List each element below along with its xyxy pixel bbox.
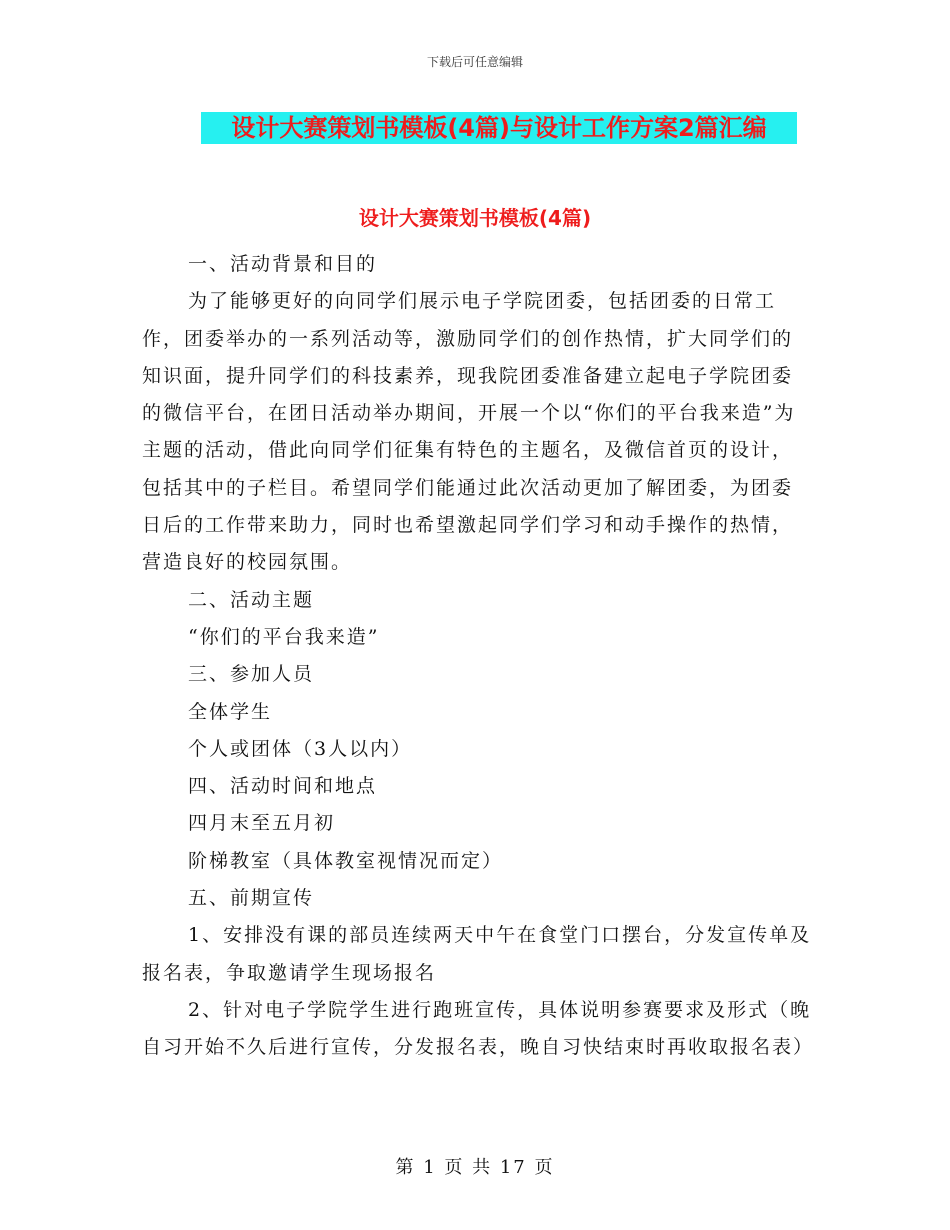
header-note: 下载后可任意编辑 bbox=[426, 55, 523, 69]
heading-background-purpose: 一、活动背景和目的 bbox=[188, 253, 378, 275]
paragraph-place: 阶梯教室（具体教室视情况而定） bbox=[188, 849, 504, 872]
heading-participants: 三、参加人员 bbox=[188, 663, 315, 686]
heading-theme: 二、活动主题 bbox=[188, 588, 315, 611]
heading-publicity: 五、前期宣传 bbox=[188, 887, 315, 910]
paragraph-background: 为了能够更好的向同学们展示电子学院团委，包括团委的日常工作，团委举办的一系列活动等，激励同学们的创作热情，扩大同学们的知识面，提升同学们的科技素养，现我院团委准备建立起电子学院团委的微信平台，在团日活动举办期间，开展一个以“你们的平台我来造”为主题的活动，借此向同学们征集有特色的主题名，及微信首页的设计，包括其中的子栏目。希望同学们能通过此次活动更加了解团委，为团委日后的工作带来助力，同时也希望激起同学们学习和动手操作的热情，营造良好的校园氛围。 bbox=[142, 290, 796, 574]
document-body bbox=[142, 246, 815, 1067]
paragraph-publicity-2: 2、针对电子学院学生进行跑班宣传，具体说明参赛要求及形式（晚自习开始不久后进行宣传，分发报名表，晚自习快结束时再收取报名表） bbox=[142, 998, 815, 1059]
section-title: 设计大赛策划书模板(4篇) bbox=[358, 206, 592, 230]
paragraph-publicity-1: 1、安排没有课的部员连续两天中午在食堂门口摆台，分发宣传单及报名表，争取邀请学生现场报名 bbox=[142, 924, 812, 984]
page-number-footer: 第 1 页 共 17 页 bbox=[395, 1157, 555, 1178]
document-title: 设计大赛策划书模板(4篇)与设计工作方案2篇汇编 bbox=[201, 112, 797, 144]
paragraph-participants-all: 全体学生 bbox=[188, 700, 273, 723]
paragraph-participants-team: 个人或团体（3人以内） bbox=[188, 737, 413, 760]
heading-time-place: 四、活动时间和地点 bbox=[188, 775, 378, 798]
paragraph-time: 四月末至五月初 bbox=[188, 812, 336, 835]
paragraph-theme: “你们的平台我来造” bbox=[188, 625, 380, 648]
